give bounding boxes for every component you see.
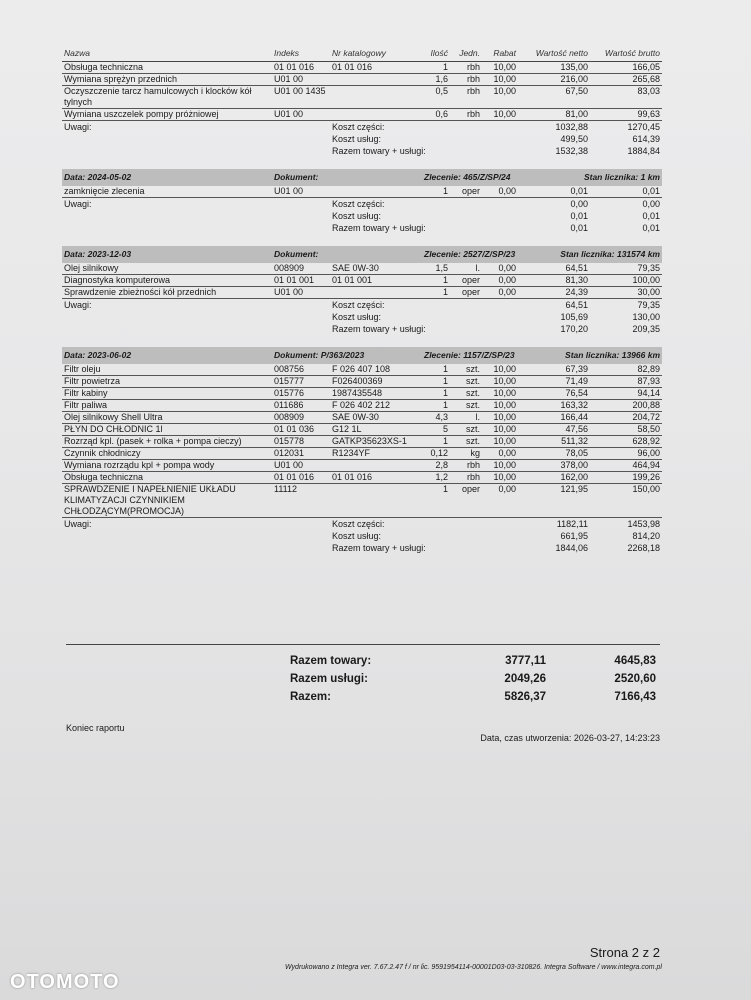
created-timestamp: Data, czas utworzenia: 2026-03-27, 14:23:23	[480, 733, 660, 743]
item-net-value: 67,50	[518, 86, 590, 109]
item-discount: 10,00	[482, 376, 518, 388]
notes-label	[62, 210, 330, 222]
item-index: 008909	[272, 263, 330, 275]
item-gross-value: 265,68	[590, 74, 662, 86]
report-sheet	[62, 48, 662, 988]
item-quantity: 5	[422, 424, 450, 436]
section-spacer	[62, 234, 662, 246]
item-index: 012031	[272, 448, 330, 460]
item-discount: 0,00	[482, 263, 518, 275]
item-discount: 10,00	[482, 364, 518, 376]
item-index: U01 00	[272, 460, 330, 472]
table-row	[62, 424, 662, 436]
item-net-value: 511,32	[518, 436, 590, 448]
item-unit: rbh	[450, 74, 482, 86]
order-document: Dokument:	[274, 249, 319, 259]
summary-gross: 1453,98	[627, 519, 660, 529]
order-date: Data: 2023-06-02	[64, 350, 132, 360]
order-number: Zlecenie: 2527/Z/SP/23	[424, 249, 516, 259]
item-unit: l.	[450, 263, 482, 275]
summary-label: Koszt części:	[332, 122, 385, 132]
totals-sum-label: Razem:	[290, 691, 331, 703]
summary-label: Koszt części:	[332, 519, 385, 529]
summary-label: Razem towary + usługi:	[332, 324, 426, 334]
item-index: 015776	[272, 388, 330, 400]
item-quantity: 0,12	[422, 448, 450, 460]
summary-label: Koszt usług:	[332, 312, 382, 322]
totals-services-row	[290, 670, 656, 688]
summary-label: Razem towary + usługi:	[332, 223, 426, 233]
item-net-value: 0,01	[518, 186, 590, 198]
spacer-cell	[62, 157, 272, 169]
summary-gross: 209,35	[632, 324, 660, 334]
item-unit: l.	[450, 412, 482, 424]
item-unit: szt.	[450, 388, 482, 400]
item-catalog-number: 01 01 016	[330, 472, 422, 484]
header-name: Nazwa	[62, 48, 272, 62]
item-catalog-number: 01 01 001	[330, 275, 422, 287]
item-catalog-number: F 026 402 212	[330, 400, 422, 412]
item-index: 008756	[272, 364, 330, 376]
item-net-value: 378,00	[518, 460, 590, 472]
item-catalog-number: 1987435548	[330, 388, 422, 400]
item-net-value: 67,39	[518, 364, 590, 376]
table-header	[62, 48, 662, 62]
item-quantity: 1	[422, 388, 450, 400]
summary-label: Razem towary + usługi:	[332, 146, 426, 156]
notes-label	[62, 530, 330, 542]
notes-label: Uwagi:	[64, 300, 92, 310]
item-name: Czynnik chłodniczy	[62, 448, 272, 460]
item-discount: 0,00	[482, 186, 518, 198]
table-row	[62, 400, 662, 412]
notes-label	[62, 222, 330, 234]
notes-label	[62, 311, 330, 323]
otomoto-watermark: OTOMOTO	[10, 971, 120, 993]
summary-gross: 2268,18	[627, 543, 660, 553]
item-discount: 0,00	[482, 275, 518, 287]
item-catalog-number: G12 1L	[330, 424, 422, 436]
summary-gross: 1884,84	[627, 146, 660, 156]
notes-label	[62, 323, 330, 335]
item-catalog-number: SAE 0W-30	[330, 412, 422, 424]
item-catalog-number	[330, 186, 422, 198]
order-odometer: Stan licznika: 131574 km	[560, 249, 660, 259]
item-name: Wymiana uszczelek pompy próżniowej	[62, 109, 272, 121]
item-net-value: 135,00	[518, 62, 590, 74]
header-unit: Jedn.	[450, 48, 482, 62]
item-discount: 10,00	[482, 388, 518, 400]
table-row	[62, 287, 662, 299]
item-quantity: 1	[422, 186, 450, 198]
summary-net: 1532,38	[555, 146, 588, 156]
item-catalog-number: 01 01 016	[330, 62, 422, 74]
item-net-value: 76,54	[518, 388, 590, 400]
end-of-report: Koniec raportu	[66, 723, 125, 733]
item-index: U01 00	[272, 74, 330, 86]
order-header	[62, 347, 662, 364]
item-net-value: 162,00	[518, 472, 590, 484]
item-name: Obsługa techniczna	[62, 62, 272, 74]
item-name: Rozrząd kpl. (pasek + rolka + pompa cieczy)	[62, 436, 272, 448]
header-qty: Ilość	[422, 48, 450, 62]
table-row	[62, 263, 662, 275]
item-net-value: 81,30	[518, 275, 590, 287]
summary-net: 499,50	[560, 134, 588, 144]
summary-gross: 130,00	[632, 312, 660, 322]
notes-label	[62, 542, 330, 554]
item-unit: oper	[450, 287, 482, 299]
notes-label	[62, 133, 330, 145]
item-unit: rbh	[450, 460, 482, 472]
table-row	[62, 484, 662, 518]
item-name: Obsługa techniczna	[62, 472, 272, 484]
order-odometer: Stan licznika: 13966 km	[565, 350, 660, 360]
table-row	[62, 109, 662, 121]
summary-row	[62, 542, 662, 554]
item-index: U01 00 1435	[272, 86, 330, 109]
totals-sum-net: 5826,37	[504, 691, 546, 703]
order-odometer: Stan licznika: 1 km	[583, 172, 660, 182]
item-net-value: 121,95	[518, 484, 590, 518]
item-index: 015777	[272, 376, 330, 388]
item-name: SPRAWDZENIE I NAPEŁNIENIE UKŁADU KLIMATYZACJI CZYNNIKIEM CHŁODZĄCYM(PROMOCJA)	[62, 484, 272, 518]
item-catalog-number: F026400369	[330, 376, 422, 388]
summary-label: Razem towary + usługi:	[332, 543, 426, 553]
item-quantity: 1	[422, 364, 450, 376]
item-discount: 10,00	[482, 436, 518, 448]
item-quantity: 1,5	[422, 263, 450, 275]
summary-net: 1032,88	[555, 122, 588, 132]
item-unit: kg	[450, 448, 482, 460]
totals-goods-gross: 4645,83	[614, 655, 656, 667]
summary-row	[62, 323, 662, 335]
summary-label: Koszt części:	[332, 300, 385, 310]
item-gross-value: 58,50	[590, 424, 662, 436]
item-gross-value: 100,00	[590, 275, 662, 287]
section-spacer	[62, 157, 662, 169]
item-discount: 10,00	[482, 412, 518, 424]
printed-by-line: Wydrukowano z Integra ver. 7.67.2.47 f / nr lic. 9591954114-00001D03-03-310826. Integra Software / www.integra.com.pl	[284, 964, 662, 971]
item-quantity: 1,2	[422, 472, 450, 484]
totals-goods-label: Razem towary:	[290, 655, 372, 667]
summary-net: 105,69	[560, 312, 588, 322]
totals-services-net: 2049,26	[504, 673, 546, 685]
item-discount: 10,00	[482, 86, 518, 109]
item-unit: rbh	[450, 62, 482, 74]
item-unit: rbh	[450, 86, 482, 109]
item-net-value: 24,39	[518, 287, 590, 299]
item-discount: 10,00	[482, 424, 518, 436]
summary-row	[62, 299, 662, 312]
item-name: Diagnostyka komputerowa	[62, 275, 272, 287]
item-name: Wymiana rozrządu kpl + pompa wody	[62, 460, 272, 472]
summary-row	[62, 198, 662, 211]
item-quantity: 2,8	[422, 460, 450, 472]
order-header	[62, 246, 662, 263]
item-catalog-number: F 026 407 108	[330, 364, 422, 376]
order-date: Data: 2023-12-03	[64, 249, 132, 259]
item-net-value: 64,51	[518, 263, 590, 275]
item-catalog-number: GATKP35623XS-1	[330, 436, 422, 448]
order-number: Zlecenie: 1157/Z/SP/23	[424, 350, 515, 360]
item-gross-value: 199,26	[590, 472, 662, 484]
item-catalog-number	[330, 287, 422, 299]
grand-totals	[290, 652, 656, 706]
item-gross-value: 30,00	[590, 287, 662, 299]
header-discount: Rabat	[482, 48, 518, 62]
item-gross-value: 94,14	[590, 388, 662, 400]
summary-net: 1182,11	[556, 519, 588, 529]
item-name: Olej silnikowy	[62, 263, 272, 275]
item-net-value: 216,00	[518, 74, 590, 86]
item-index: U01 00	[272, 109, 330, 121]
item-discount: 0,00	[482, 448, 518, 460]
item-discount: 10,00	[482, 62, 518, 74]
item-index: 015778	[272, 436, 330, 448]
item-net-value: 78,05	[518, 448, 590, 460]
item-net-value: 71,49	[518, 376, 590, 388]
item-net-value: 163,32	[518, 400, 590, 412]
summary-label: Koszt usług:	[332, 531, 382, 541]
item-quantity: 0,5	[422, 86, 450, 109]
item-unit: oper	[450, 275, 482, 287]
item-gross-value: 96,00	[590, 448, 662, 460]
table-row	[62, 74, 662, 86]
item-catalog-number: SAE 0W-30	[330, 263, 422, 275]
item-quantity: 1	[422, 275, 450, 287]
item-unit: szt.	[450, 400, 482, 412]
item-name: Sprawdzenie zbieżności kół przednich	[62, 287, 272, 299]
summary-gross: 0,01	[642, 211, 660, 221]
summary-row	[62, 210, 662, 222]
item-index: U01 00	[272, 287, 330, 299]
item-quantity: 1	[422, 400, 450, 412]
spacer-cell	[62, 554, 272, 566]
item-gross-value: 99,63	[590, 109, 662, 121]
item-gross-value: 204,72	[590, 412, 662, 424]
item-quantity: 1	[422, 484, 450, 518]
item-catalog-number	[330, 109, 422, 121]
summary-label: Koszt usług:	[332, 134, 382, 144]
summary-gross: 1270,45	[627, 122, 660, 132]
item-gross-value: 0,01	[590, 186, 662, 198]
table-row	[62, 448, 662, 460]
item-quantity: 1	[422, 62, 450, 74]
table-row	[62, 436, 662, 448]
section-spacer	[62, 335, 662, 347]
item-discount: 10,00	[482, 472, 518, 484]
summary-label: Koszt usług:	[332, 211, 382, 221]
summary-row	[62, 121, 662, 134]
summary-row	[62, 311, 662, 323]
item-quantity: 1	[422, 376, 450, 388]
page-number: Strona 2 z 2	[589, 945, 660, 960]
summary-gross: 0,01	[642, 223, 660, 233]
item-quantity: 1	[422, 436, 450, 448]
header-gross: Wartość brutto	[590, 48, 662, 62]
table-row	[62, 364, 662, 376]
item-gross-value: 200,88	[590, 400, 662, 412]
table-row	[62, 275, 662, 287]
item-name: Filtr oleju	[62, 364, 272, 376]
item-unit: szt.	[450, 436, 482, 448]
item-catalog-number	[330, 86, 422, 109]
summary-row	[62, 133, 662, 145]
item-unit: oper	[450, 186, 482, 198]
item-unit: szt.	[450, 364, 482, 376]
summary-gross: 614,39	[632, 134, 660, 144]
order-document: Dokument: P/363/2023	[274, 350, 365, 360]
item-discount: 10,00	[482, 109, 518, 121]
notes-label: Uwagi:	[64, 199, 92, 209]
summary-gross: 79,35	[637, 300, 660, 310]
table-row	[62, 62, 662, 74]
item-index: 01 01 036	[272, 424, 330, 436]
item-net-value: 166,44	[518, 412, 590, 424]
item-quantity: 1	[422, 287, 450, 299]
item-gross-value: 82,89	[590, 364, 662, 376]
totals-sum-row	[290, 688, 656, 706]
totals-divider	[66, 644, 660, 645]
item-discount: 0,00	[482, 287, 518, 299]
order-header	[62, 169, 662, 186]
header-catalog: Nr katalogowy	[330, 48, 422, 62]
item-unit: oper	[450, 484, 482, 518]
item-quantity: 4,3	[422, 412, 450, 424]
item-name: Wymiana sprężyn przednich	[62, 74, 272, 86]
item-name: Filtr powietrza	[62, 376, 272, 388]
spacer-cell	[62, 335, 272, 347]
item-gross-value: 150,00	[590, 484, 662, 518]
totals-sum-gross: 7166,43	[614, 691, 656, 703]
notes-label: Uwagi:	[64, 519, 92, 529]
item-discount: 10,00	[482, 74, 518, 86]
section-spacer	[62, 554, 662, 566]
totals-services-gross: 2520,60	[614, 673, 656, 685]
table-row	[62, 472, 662, 484]
item-index: 11112	[272, 484, 330, 518]
spacer-cell	[62, 234, 272, 246]
summary-net: 0,01	[570, 223, 588, 233]
item-name: Olej silnikowy Shell Ultra	[62, 412, 272, 424]
item-catalog-number: R1234YF	[330, 448, 422, 460]
notes-label: Uwagi:	[64, 122, 92, 132]
item-name: Filtr kabiny	[62, 388, 272, 400]
item-unit: szt.	[450, 424, 482, 436]
service-history-table	[62, 48, 662, 566]
item-catalog-number	[330, 484, 422, 518]
item-quantity: 1,6	[422, 74, 450, 86]
order-number: Zlecenie: 465/Z/SP/24	[424, 172, 511, 182]
item-quantity: 0,6	[422, 109, 450, 121]
item-gross-value: 628,92	[590, 436, 662, 448]
item-catalog-number	[330, 74, 422, 86]
item-discount: 10,00	[482, 400, 518, 412]
item-net-value: 47,56	[518, 424, 590, 436]
summary-net: 1844,06	[555, 543, 588, 553]
table-row	[62, 376, 662, 388]
item-discount: 10,00	[482, 460, 518, 472]
summary-net: 0,01	[570, 211, 588, 221]
order-document: Dokument:	[274, 172, 319, 182]
table-row	[62, 460, 662, 472]
totals-services-label: Razem usługi:	[290, 673, 368, 685]
summary-gross: 0,00	[642, 199, 660, 209]
item-gross-value: 464,94	[590, 460, 662, 472]
item-catalog-number	[330, 460, 422, 472]
table-row	[62, 412, 662, 424]
item-unit: rbh	[450, 472, 482, 484]
item-index: 01 01 016	[272, 62, 330, 74]
summary-row	[62, 530, 662, 542]
item-index: 008909	[272, 412, 330, 424]
item-index: 01 01 001	[272, 275, 330, 287]
summary-net: 0,00	[570, 199, 588, 209]
item-name: Oczyszczenie tarcz hamulcowych i klocków kół tylnych	[62, 86, 272, 109]
table-row	[62, 186, 662, 198]
item-unit: szt.	[450, 376, 482, 388]
item-name: Filtr paliwa	[62, 400, 272, 412]
totals-goods-row	[290, 652, 656, 670]
item-unit: rbh	[450, 109, 482, 121]
item-discount: 0,00	[482, 484, 518, 518]
summary-gross: 814,20	[632, 531, 660, 541]
item-name: zamknięcie zlecenia	[62, 186, 272, 198]
header-index: Indeks	[272, 48, 330, 62]
order-date: Data: 2024-05-02	[64, 172, 132, 182]
item-index: 011686	[272, 400, 330, 412]
header-net: Wartość netto	[518, 48, 590, 62]
item-net-value: 81,00	[518, 109, 590, 121]
totals-goods-net: 3777,11	[505, 655, 546, 667]
table-row	[62, 388, 662, 400]
item-index: U01 00	[272, 186, 330, 198]
table-row	[62, 86, 662, 109]
summary-net: 64,51	[565, 300, 588, 310]
summary-net: 661,95	[560, 531, 588, 541]
summary-net: 170,20	[560, 324, 588, 334]
item-name: PŁYN DO CHŁODNIC 1l	[62, 424, 272, 436]
item-gross-value: 87,93	[590, 376, 662, 388]
summary-row	[62, 222, 662, 234]
item-gross-value: 83,03	[590, 86, 662, 109]
summary-row	[62, 145, 662, 157]
notes-label	[62, 145, 330, 157]
item-gross-value: 79,35	[590, 263, 662, 275]
item-gross-value: 166,05	[590, 62, 662, 74]
summary-label: Koszt części:	[332, 199, 385, 209]
summary-row	[62, 518, 662, 531]
item-index: 01 01 016	[272, 472, 330, 484]
